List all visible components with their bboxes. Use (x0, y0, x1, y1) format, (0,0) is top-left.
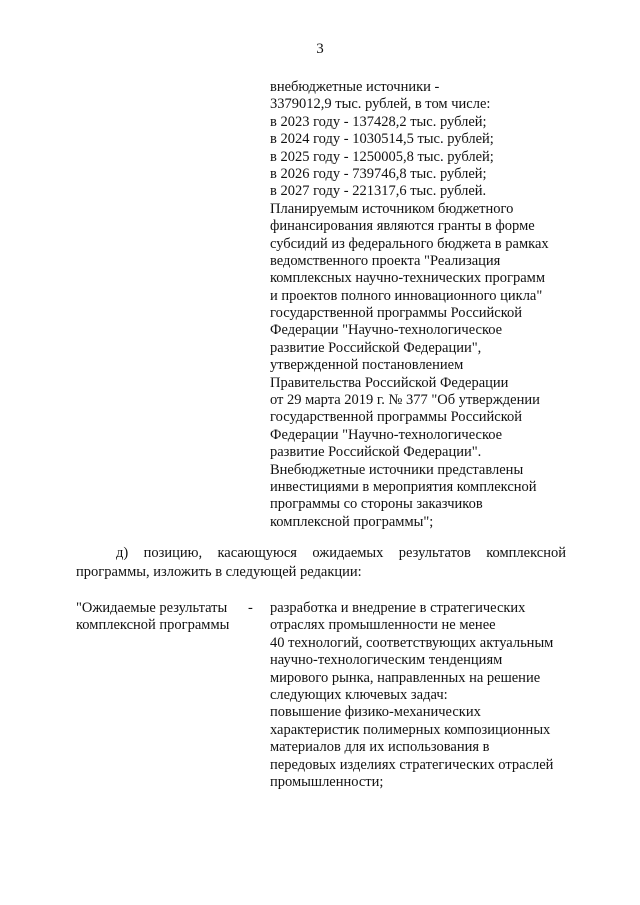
results-line: повышение физико-механических (270, 704, 481, 721)
results-line: следующих ключевых задач: (270, 686, 448, 703)
results-line: мирового рынка, направленных на решение (270, 669, 541, 686)
funding-line: государственной программы Российской (270, 305, 523, 322)
row-dash: - (248, 600, 253, 616)
funding-line: в 2026 году - 739746,8 тыс. рублей; (270, 165, 487, 182)
funding-line: Правительства Российской Федерации (270, 374, 509, 391)
results-line: материалов для их использования в (270, 739, 490, 756)
funding-line: комплексных научно-технических программ (270, 270, 546, 287)
amendment-paragraph-d (76, 544, 566, 581)
funding-line: внебюджетные источники - (270, 79, 440, 95)
results-line: характеристик полимерных композиционных (270, 721, 551, 738)
funding-line: Внебюджетные источники представлены (270, 461, 524, 478)
funding-line: в 2027 году - 221317,6 тыс. рублей. (270, 183, 487, 200)
results-line: научно-технологическим тенденциям (270, 652, 503, 669)
results-line: передовых изделиях стратегических отраслей (270, 756, 554, 773)
funding-line: в 2025 году - 1250005,8 тыс. рублей; (270, 148, 494, 165)
funding-line: в 2024 году - 1030514,5 тыс. рублей; (270, 131, 494, 148)
funding-line: программы со стороны заказчиков (270, 496, 483, 513)
results-line: разработка и внедрение в стратегических (270, 600, 526, 616)
funding-line: государственной программы Российской (270, 409, 523, 426)
paragraph-line: программы, изложить в следующей редакции: (76, 563, 362, 580)
funding-line: комплексной программы"; (270, 513, 434, 530)
page-number: 3 (316, 41, 324, 57)
funding-sources-block (270, 79, 570, 531)
results-line: 40 технологий, соответствующих актуальным (270, 634, 554, 651)
paragraph-line: д) позицию, касающуюся ожидаемых результатов комплексной (116, 545, 566, 561)
funding-line: ведомственного проекта "Реализация (270, 252, 501, 269)
funding-line: и проектов полного инновационного цикла" (270, 287, 543, 304)
results-line: отраслях промышленности не менее (270, 617, 496, 634)
results-row-label (76, 600, 256, 635)
funding-line: развитие Российской Федерации". (270, 444, 482, 461)
funding-line: Федерации "Научно-технологическое (270, 322, 503, 339)
funding-line: от 29 марта 2019 г. № 377 "Об утверждении (270, 392, 540, 409)
funding-line: Планируемым источником бюджетного (270, 200, 514, 217)
funding-line: Федерации "Научно-технологическое (270, 426, 503, 443)
expected-results-block (270, 600, 570, 791)
label-line: комплексной программы (76, 617, 230, 634)
funding-line: финансирования являются гранты в форме (270, 218, 535, 235)
funding-line: субсидий из федерального бюджета в рамках (270, 235, 549, 252)
results-line: промышленности; (270, 773, 384, 790)
label-line: "Ожидаемые результаты (76, 600, 228, 616)
funding-line: в 2023 году - 137428,2 тыс. рублей; (270, 113, 487, 130)
funding-line: развитие Российской Федерации", (270, 339, 482, 356)
funding-line: утвержденной постановлением (270, 357, 464, 374)
funding-line: 3379012,9 тыс. рублей, в том числе: (270, 96, 491, 113)
funding-line: инвестициями в мероприятия комплексной (270, 478, 537, 495)
